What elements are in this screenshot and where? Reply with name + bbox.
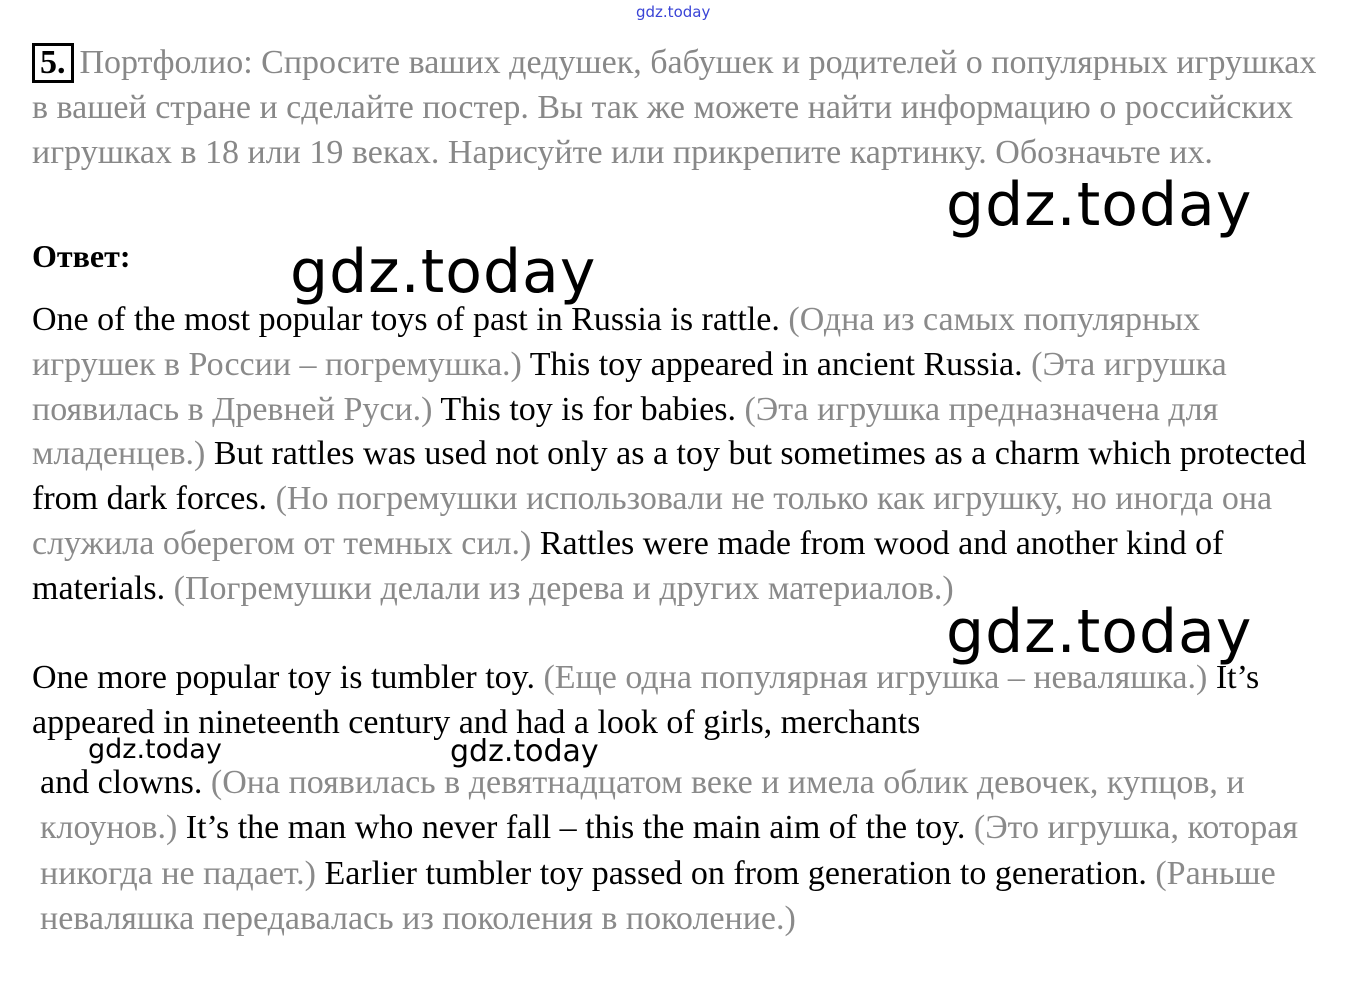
english-sentence: One of the most popular toys of past in Russia is rattle. — [32, 301, 789, 338]
english-sentence: This toy is for babies. — [440, 390, 745, 428]
english-sentence: But rattles was used not only as a toy but sometimes as a charm which protected from dark forces. — [32, 435, 1307, 518]
english-sentence: Rattles were made from wood and another kind of materials. — [32, 524, 1224, 607]
english-sentence: One more popular toy is tumbler toy. — [32, 659, 544, 696]
watermark-large: gdz.today — [946, 170, 1253, 240]
russian-translation: (Одна из самых популярных игрушек в России – погремушка.) — [32, 301, 1201, 383]
english-sentence: It’s the man who never fall – this the main aim of the toy. — [185, 809, 974, 847]
russian-translation: (Раньше неваляшка передавалась из поколения в поколение.) — [40, 854, 1276, 937]
english-sentence: It’s appeared in nineteenth century and had a look of girls, merchants — [32, 659, 1260, 741]
watermark-small: gdz.today — [450, 734, 599, 769]
watermark-large: gdz.today — [290, 237, 597, 307]
english-sentence: Earlier tumbler toy passed on from generation to generation. — [324, 854, 1156, 892]
answer-paragraph — [40, 760, 1340, 941]
english-sentence: This toy appeared in ancient Russia. — [529, 345, 1032, 383]
answer-paragraph — [32, 298, 1332, 612]
russian-translation: (Эта игрушка появилась в Древней Руси.) — [32, 345, 1227, 428]
watermark-small: gdz.today — [88, 734, 222, 765]
answer-paragraph — [32, 656, 1332, 746]
russian-translation: (Погремушки делали из дерева и других материалов.) — [173, 569, 954, 607]
english-sentence: and clowns. — [40, 764, 211, 801]
russian-translation: (Но погремушки использовали не только как игрушку, но иногда она служила оберегом от темных сил.) — [32, 480, 1273, 562]
task-text: Портфолио: Спросите ваших дедушек, бабушек и родителей о популярных игрушках в вашей стране и сделайте постер. Вы так же можете найти информацию о российских игрушках в 18 или 19 веках. Нарисуйте или прикрепите картинку. Обозначьте их. — [32, 44, 1317, 171]
watermark-large: gdz.today — [946, 597, 1253, 667]
watermark-top: gdz.today — [636, 3, 711, 21]
task-number: 5. — [32, 43, 74, 83]
answer-label: Ответ: — [32, 238, 131, 274]
task-statement — [32, 40, 1332, 175]
russian-translation: (Она появилась в девятнадцатом веке и имела облик девочек, купцов, и клоунов.) — [40, 764, 1245, 847]
russian-translation: (Эта игрушка предназначена для младенцев.) — [32, 390, 1219, 473]
russian-translation: (Еще одна популярная игрушка – неваляшка.) — [543, 659, 1216, 696]
russian-translation: (Это игрушка, которая никогда не падает.) — [40, 809, 1299, 892]
